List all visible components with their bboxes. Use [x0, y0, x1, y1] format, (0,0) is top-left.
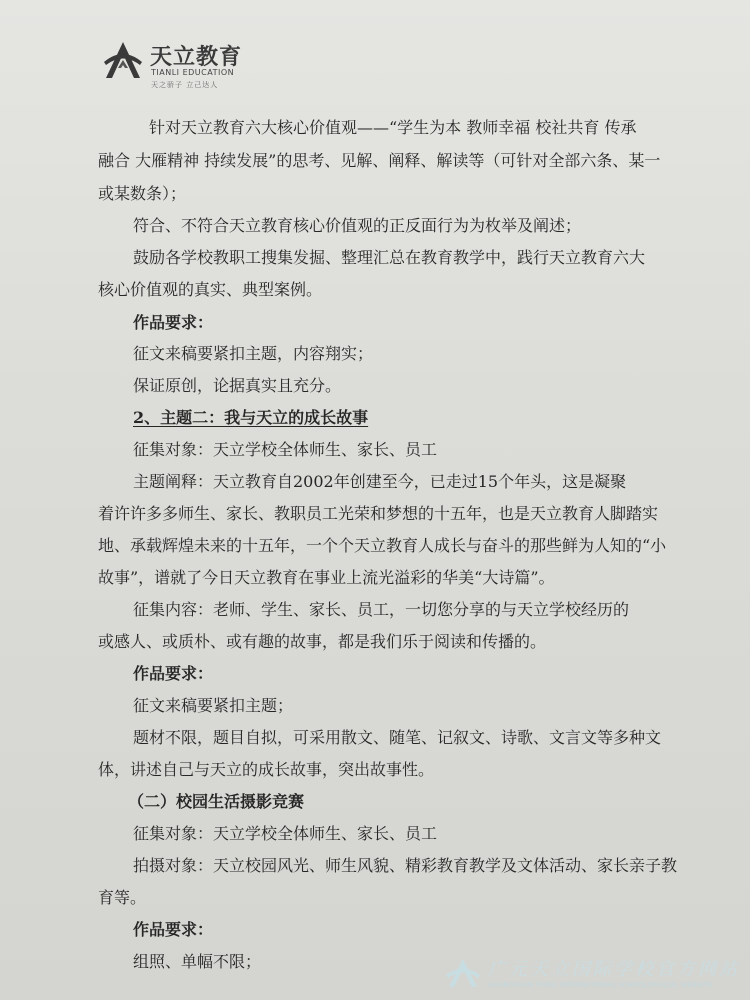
paragraph-line: 征集对象：天立学校全体师生、家长、员工 — [133, 824, 438, 843]
paragraph-line: 或某数条）； — [98, 184, 187, 203]
paragraph-line: 征文来稿要紧扣主题； — [133, 696, 294, 715]
paragraph-line: 符合、不符合天立教育核心价值观的正反面行为为枚举及阐述； — [133, 216, 582, 235]
watermark-chinese-text: 广元天立国际学校官方网站 — [488, 959, 740, 980]
paragraph-line: 体，讲述自己与天立的成长故事，突出故事性。 — [98, 760, 435, 779]
paragraph-line: 征集内容：老师、学生、家长、员工，一切您分享的与天立学校经历的 — [133, 600, 630, 619]
paragraph-line: 保证原创，论据真实且充分。 — [133, 376, 342, 395]
watermark-english-text: GUANGYUAN TIANLI INTERNATIONAL SCHOOLOFFICIAL WEBSITE — [488, 981, 713, 989]
paragraph-line: 融合 大雁精神 持续发展”的思考、见解、阐释、解读等（可针对全部六条、某一 — [98, 151, 661, 170]
paragraph-line: 着许许多多师生、家长、教职员工光荣和梦想的十五年，也是天立教育人脚踏实 — [98, 504, 659, 523]
paragraph-line: 故事”，谱就了今日天立教育在事业上流光溢彩的华美“大诗篇”。 — [98, 568, 555, 587]
paragraph-line: 核心价值观的真实、典型案例。 — [98, 280, 323, 299]
paragraph-line: 组照、单幅不限； — [133, 952, 262, 971]
paragraph-line: 育等。 — [98, 888, 147, 907]
paragraph-line: 主题阐释：天立教育自2002年创建至今，已走过15个年头，这是凝聚 — [133, 472, 627, 491]
tianli-logo — [100, 38, 250, 94]
section-heading: 作品要求： — [133, 920, 214, 939]
logo-english-name: TIANLI EDUCATION — [151, 68, 235, 77]
logo-slogan: 天之骄子 立己达人 — [151, 81, 219, 89]
section-heading: 作品要求： — [133, 664, 214, 683]
paragraph-line: 针对天立教育六大核心价值观——“学生为本 教师幸福 校社共育 传承 — [149, 118, 637, 137]
paragraph-line: 征集对象：天立学校全体师生、家长、员工 — [133, 440, 438, 459]
website-watermark — [444, 955, 744, 997]
paragraph-line: 或感人、或质朴、或有趣的故事，都是我们乐于阅读和传播的。 — [98, 632, 547, 651]
paragraph-line: 拍摄对象：天立校园风光、师生风貌、精彩教育教学及文体活动、家长亲子教 — [133, 856, 678, 875]
paragraph-line: 题材不限，题目自拟，可采用散文、随笔、记叙文、诗歌、文言文等多种文 — [133, 728, 662, 747]
theme-two-heading: 2、主题二：我与天立的成长故事 — [133, 408, 369, 427]
paragraph-line: 鼓励各学校教职工搜集发掘、整理汇总在教育教学中，践行天立教育六大 — [133, 248, 646, 267]
paragraph-line: 征文来稿要紧扣主题，内容翔实； — [133, 344, 374, 363]
watermark-logo-icon — [444, 957, 482, 989]
photo-contest-heading: （二）校园生活摄影竞赛 — [128, 792, 305, 811]
paragraph-line: 地、承载辉煌未来的十五年，一个个天立教育人成长与奋斗的那些鲜为人知的“小 — [98, 536, 667, 555]
logo-chinese-name: 天立教育 — [150, 45, 243, 70]
tianli-logo-mark-icon — [100, 38, 146, 84]
section-heading: 作品要求： — [133, 313, 214, 332]
